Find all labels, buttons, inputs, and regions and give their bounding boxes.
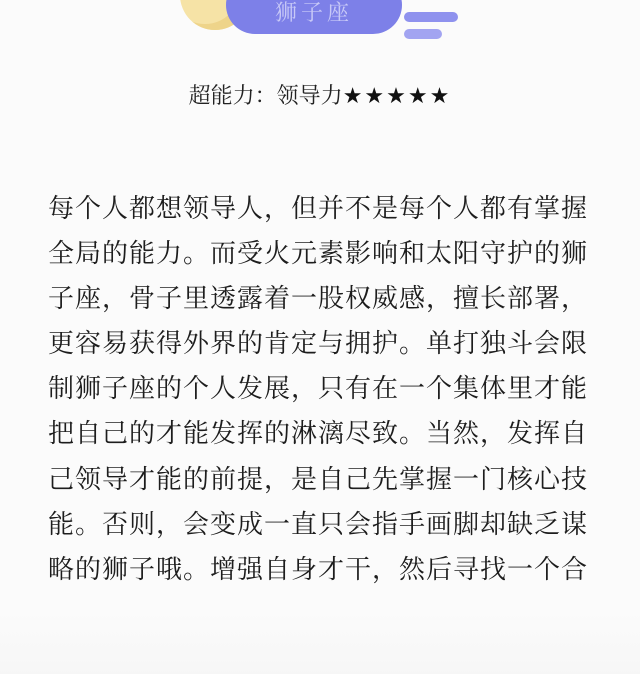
zodiac-banner	[0, 0, 640, 50]
paragraph-line: 把自己的才能发挥的淋漓尽致。当然，发挥自	[48, 419, 589, 450]
paragraph-line: 能。否则，会变成一直只会指手画脚却缺乏谋	[48, 509, 589, 540]
paragraph-line: 子座，骨子里透露着一股权威感，擅长部署，	[48, 284, 589, 315]
bottom-fade	[0, 612, 640, 674]
superpower-label: 超能力：领导力	[188, 84, 343, 109]
paragraph-line: 制狮子座的个人发展，只有在一个集体里才能	[48, 374, 589, 405]
decorative-stripe	[404, 29, 442, 39]
paragraph-line: 己领导才能的前提，是自己先掌握一门核心技	[48, 464, 589, 495]
paragraph-line: 每个人都想领导人，但并不是每个人都有掌握	[48, 194, 589, 224]
star-rating: ★★★★★	[342, 84, 452, 109]
paragraph-line: 更容易获得外界的肯定与拥护。单打独斗会限	[48, 329, 589, 360]
banner-title: 狮子座	[274, 1, 353, 26]
paragraph-line: 全局的能力。而受火元素影响和太阳守护的狮	[48, 239, 589, 270]
superpower-heading	[0, 80, 640, 114]
description-paragraph	[48, 187, 608, 593]
decorative-stripe	[404, 12, 458, 22]
paragraph-line: 略的狮子哦。增强自身才干，然后寻找一个合	[48, 554, 589, 585]
